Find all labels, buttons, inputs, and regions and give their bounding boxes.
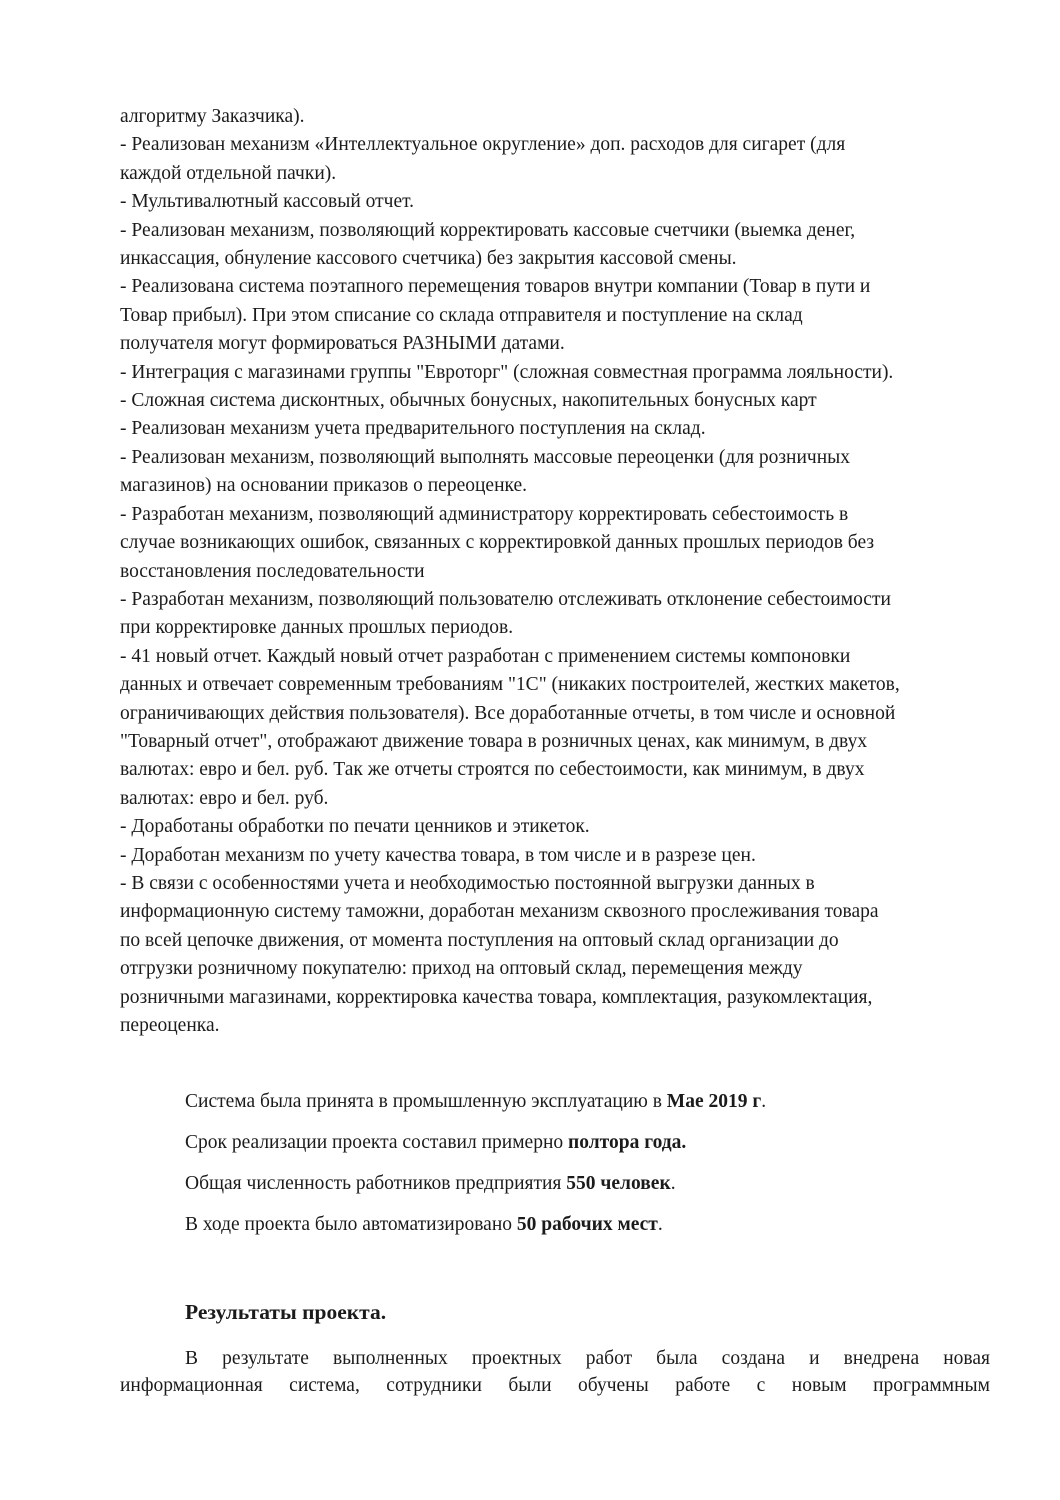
text-line: - Реализован механизм учета предварительного поступления на склад.: [120, 418, 706, 440]
text-line: каждой отдельной пачки).: [120, 162, 337, 184]
text-line: восстановления последовательности: [120, 560, 425, 582]
text-line: - Доработан механизм по учету качества товара, в том числе и в разрезе цен.: [120, 844, 756, 866]
text-line: - Реализован механизм «Интеллектуальное округление» доп. расходов для сигарет (для: [120, 134, 846, 156]
text-line: В результате выполненных проектных работ была создана и внедрена новая: [185, 1348, 990, 1370]
text-line: отгрузки розничному покупателю: приход на оптовый склад, перемещения между: [120, 958, 803, 980]
text-line: - Реализован механизм, позволяющий выполнять массовые переоценки (для розничных: [120, 446, 850, 468]
text-line: - Интеграция с магазинами группы "Евроторг" (сложная совместная программа лояльности).: [120, 361, 894, 383]
text-line: при корректировке данных прошлых периодов.: [120, 617, 514, 639]
text-line: данных и отвечает современным требованиям "1С" (никаких построителей, жестких макетов,: [120, 674, 900, 696]
staff-count: 550 человек: [566, 1173, 671, 1195]
text-line: алгоритму Заказчика).: [120, 106, 305, 127]
text-line: - Сложная система дисконтных, обычных бонусных, накопительных бонусных карт: [120, 390, 817, 412]
text-line: валютах: евро и бел. руб.: [120, 787, 329, 809]
staff-count-line: Общая численность работников предприятия 550 человек.: [185, 1173, 676, 1195]
text-line: - Доработаны обработки по печати ценников и этикеток.: [120, 816, 590, 838]
document-page: [120, 103, 990, 1399]
text-line: - Разработан механизм, позволяющий пользователю отслеживать отклонение себестоимости: [120, 588, 891, 610]
text-line: случае возникающих ошибок, связанных с корректировкой данных прошлых периодов без: [120, 532, 875, 554]
workplaces-line: В ходе проекта было автоматизировано 50 рабочих мест.: [185, 1214, 663, 1236]
text-line: - В связи с особенностями учета и необходимостью постоянной выгрузки данных в: [120, 872, 815, 894]
text-line: розничными магазинами, корректировка качества товара, комплектация, разукомлектация,: [120, 986, 873, 1008]
text-line: - 41 новый отчет. Каждый новый отчет разработан с применением системы компоновки: [120, 645, 851, 667]
text-line: по всей цепочке движения, от момента поступления на оптовый склад организации до: [120, 929, 839, 951]
project-duration: полтора года.: [568, 1132, 687, 1154]
results-paragraph: [120, 1345, 990, 1399]
text-line: информационная система, сотрудники были обучены работе с новым программным: [120, 1375, 990, 1397]
text-line: информационную систему таможни, доработан механизм сквозного прослеживания товара: [120, 901, 879, 923]
project-summary: [120, 1090, 990, 1237]
text-line: "Товарный отчет", отображают движение товара в розничных ценах, как минимум, в двух: [120, 730, 868, 752]
text-line: инкассация, обнуление кассового счетчика) без закрытия кассовой смены.: [120, 248, 737, 270]
text-line: - Реализована система поэтапного перемещения товаров внутри компании (Товар в пути и: [120, 276, 871, 298]
acceptance-date-line: Система была принята в промышленную эксплуатацию в Мае 2019 г.: [185, 1091, 767, 1113]
text-line: ограничивающих действия пользователя). Все доработанные отчеты, в том числе и основной: [120, 702, 896, 724]
text-line: валютах: евро и бел. руб. Так же отчеты строятся по себестоимости, как минимум, в двух: [120, 759, 865, 781]
text-line: - Разработан механизм, позволяющий администратору корректировать себестоимость в: [120, 503, 849, 525]
text-line: - Мультивалютный кассовый отчет.: [120, 191, 415, 213]
project-duration-line: Срок реализации проекта составил примерно полтора года.: [185, 1132, 687, 1154]
text-line: Товар прибыл). При этом списание со склада отправителя и поступление на склад: [120, 304, 803, 326]
text-line: магазинов) на основании приказов о переоценке.: [120, 475, 528, 497]
text-line: переоценка.: [120, 1015, 220, 1036]
workplaces-count: 50 рабочих мест: [516, 1214, 658, 1236]
implemented-features-list: [120, 103, 990, 1040]
text-line: - Реализован механизм, позволяющий корректировать кассовые счетчики (выемка денег,: [120, 219, 856, 241]
acceptance-date: Мае 2019 г: [666, 1091, 762, 1113]
results-heading: Результаты проекта.: [185, 1300, 387, 1325]
text-line: получателя могут формироваться РАЗНЫМИ датами.: [120, 333, 565, 355]
